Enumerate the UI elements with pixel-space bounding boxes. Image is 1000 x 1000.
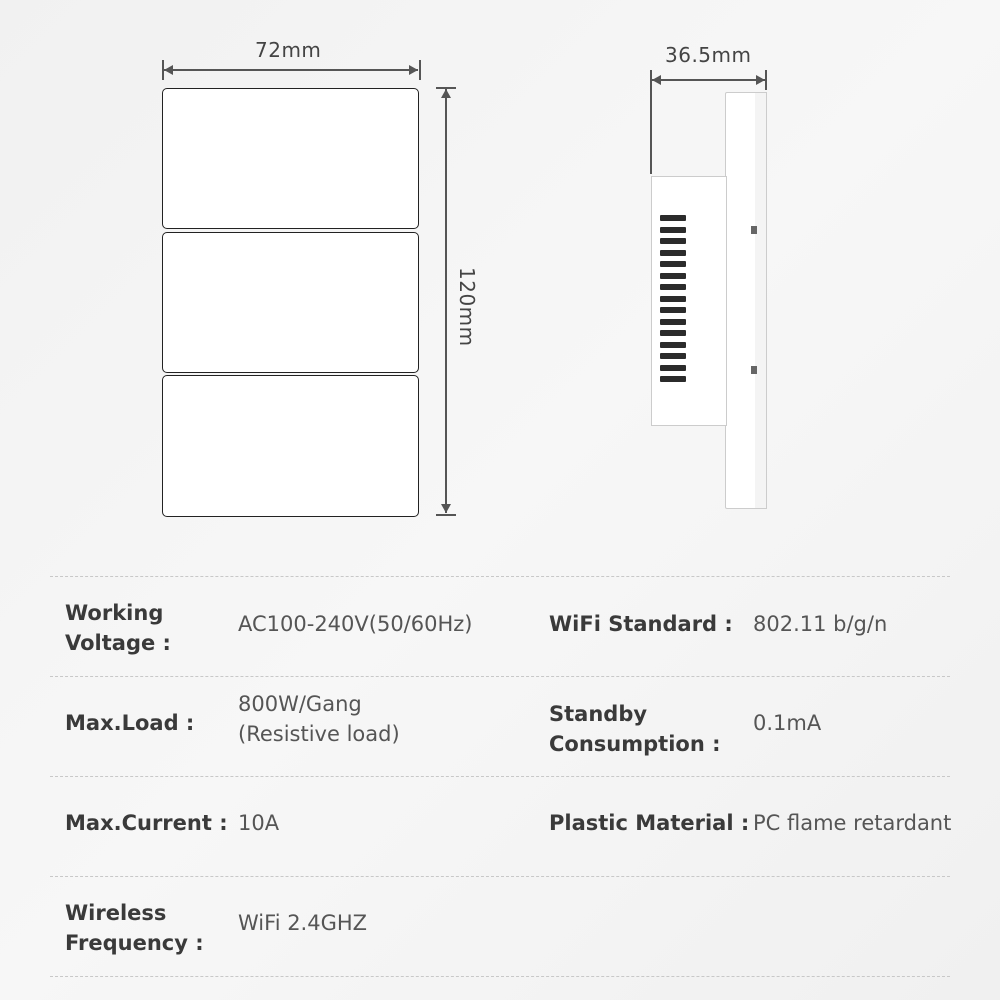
side-clip-upper — [751, 226, 757, 234]
spec-label-plastic-material: Plastic Material : — [549, 811, 750, 835]
spec-divider — [50, 576, 950, 577]
depth-dim-cap-left — [650, 70, 652, 174]
spec-divider — [50, 876, 950, 877]
spec-label-working-voltage: Working Voltage : — [65, 601, 171, 655]
spec-value-max-current: 10A — [238, 811, 280, 835]
width-dimension-line — [164, 69, 418, 71]
depth-dim-cap-right — [765, 70, 767, 90]
spec-value-max-load: 800W/Gang (Resistive load) — [238, 692, 400, 746]
vent-slot — [660, 250, 686, 256]
height-dimension-line — [445, 89, 447, 513]
width-dimension-label: 72mm — [255, 38, 322, 62]
switch-gang-3 — [162, 375, 419, 517]
vent-slot — [660, 284, 686, 290]
switch-gang-1 — [162, 88, 419, 229]
vent-slot — [660, 353, 686, 359]
spec-label-max-load: Max.Load : — [65, 711, 195, 735]
depth-dimension-line — [652, 79, 765, 81]
depth-dimension-label: 36.5mm — [665, 43, 752, 67]
spec-value-wifi-standard: 802.11 b/g/n — [753, 612, 888, 636]
spec-value-wireless-frequency: WiFi 2.4GHZ — [238, 911, 368, 935]
depth-arrow-left — [652, 75, 661, 85]
spec-divider — [50, 976, 950, 977]
spec-label-standby-consumption: Standby Consumption : — [549, 702, 721, 756]
vent-slot — [660, 330, 686, 336]
vent-slot — [660, 261, 686, 267]
width-arrow-right — [409, 65, 418, 75]
spec-label-wireless-frequency: Wireless Frequency : — [65, 901, 204, 955]
spec-divider — [50, 676, 950, 677]
height-dim-cap-bottom — [436, 514, 456, 516]
vent-slot — [660, 342, 686, 348]
side-view-faceplate-edge — [755, 92, 767, 509]
vent-slot — [660, 365, 686, 371]
vent-slot — [660, 273, 686, 279]
side-clip-lower — [751, 366, 757, 374]
vent-slot — [660, 227, 686, 233]
vent-slot — [660, 307, 686, 313]
vent-slot — [660, 238, 686, 244]
height-dimension-label: 120mm — [455, 267, 479, 347]
spec-label-max-current: Max.Current : — [65, 811, 228, 835]
vent-slot — [660, 319, 686, 325]
spec-value-plastic-material: PC flame retardant — [753, 811, 952, 835]
spec-value-working-voltage: AC100-240V(50/60Hz) — [238, 612, 473, 636]
spec-divider — [50, 776, 950, 777]
height-arrow-down — [441, 504, 451, 513]
vent-slot — [660, 215, 686, 221]
width-dim-cap-right — [419, 60, 421, 80]
width-arrow-left — [164, 65, 173, 75]
spec-value-standby-consumption: 0.1mA — [753, 711, 822, 735]
spec-label-wifi-standard: WiFi Standard : — [549, 612, 733, 636]
vent-slot — [660, 296, 686, 302]
switch-gang-2 — [162, 232, 419, 373]
depth-arrow-right — [756, 75, 765, 85]
height-arrow-up — [441, 89, 451, 98]
vent-slot — [660, 376, 686, 382]
